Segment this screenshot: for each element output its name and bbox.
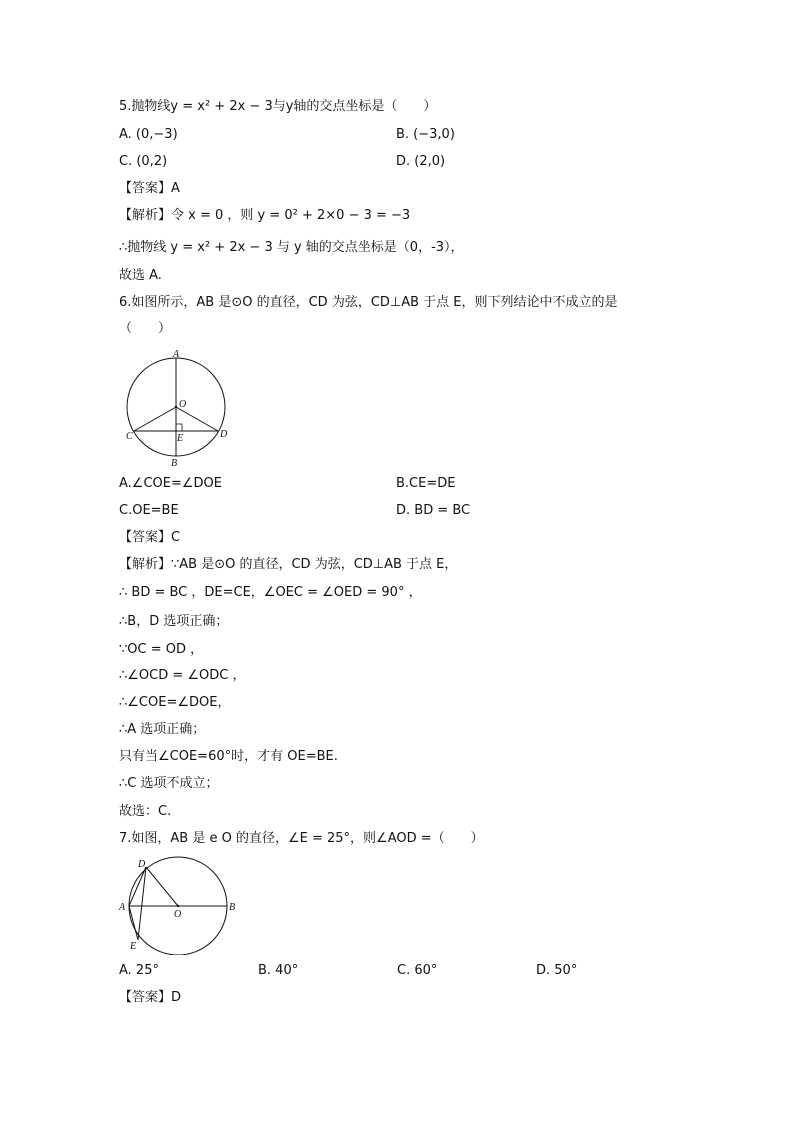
q7-label-a: A	[119, 902, 126, 913]
q7-option-a: A. 25°	[119, 963, 159, 978]
q6-analysis-7: ∴A 选项正确；	[119, 722, 206, 737]
q6-analysis-6: ∴∠COE=∠DOE，	[119, 695, 231, 710]
q6-analysis-2: ∴ BD = BC ，DE=CE，∠OEC = ∠OED = 90° ，	[119, 585, 422, 600]
q6-analysis-3: ∴B，D 选项正确；	[119, 614, 229, 629]
q7-option-b: B. 40°	[258, 963, 299, 978]
q6-analysis-5: ∴∠OCD = ∠ODC ，	[119, 668, 246, 683]
q6-label-b: B	[171, 458, 178, 469]
q6-label-c: C	[126, 431, 133, 442]
q5-stem: 5.抛物线y = x² + 2x − 3与y轴的交点坐标是（ ）	[119, 99, 437, 114]
q7-center-dot	[177, 905, 179, 907]
q6-analysis-4: ∵OC = OD ，	[119, 642, 204, 657]
q6-label-o: O	[179, 399, 187, 410]
q7-circle-figure	[116, 855, 244, 955]
q6-option-b: B.CE=DE	[396, 476, 456, 491]
q6-analysis-8: 只有当∠COE=60°时，才有 OE=BE.	[119, 749, 338, 764]
q6-option-c: C.OE=BE	[119, 503, 179, 518]
q6-analysis-10: 故选：C.	[119, 804, 172, 819]
q7-label-d: D	[138, 859, 146, 870]
q5-option-a: A. (0,−3)	[119, 127, 178, 142]
q6-right-angle-mark	[176, 424, 182, 431]
q5-analysis-3: 故选 A.	[119, 268, 162, 283]
q7-chord-de	[138, 867, 146, 940]
q7-radius-od	[146, 867, 178, 906]
q5-answer: 【答案】A	[119, 181, 180, 196]
q5-option-b: B. (−3,0)	[396, 127, 455, 142]
q5-analysis-2: ∴抛物线 y = x² + 2x − 3 与 y 轴的交点坐标是（0，-3），	[119, 240, 464, 255]
q6-analysis-1: 【解析】∵AB 是⊙O 的直径，CD 为弦，CD⊥AB 于点 E，	[119, 557, 458, 572]
q6-label-d: D	[220, 429, 228, 440]
q7-label-e: E	[130, 941, 137, 952]
q5-option-d: D. (2,0)	[396, 154, 446, 169]
q7-answer: 【答案】D	[119, 990, 182, 1005]
q6-radius-oc	[134, 407, 176, 431]
q5-option-c: C. (0,2)	[119, 154, 168, 169]
q7-label-b: B	[229, 902, 236, 913]
q6-stem-line-1: 6.如图所示，AB 是⊙O 的直径，CD 为弦，CD⊥AB 于点 E，则下列结论中不成立的是	[119, 295, 618, 310]
q6-answer: 【答案】C	[119, 530, 181, 545]
q6-circle-figure	[118, 345, 238, 470]
q7-stem: 7.如图，AB 是 e O 的直径，∠E = 25°，则∠AOD =（ ）	[119, 831, 484, 846]
q6-label-e: E	[177, 433, 184, 444]
q6-analysis-9: ∴C 选项不成立；	[119, 776, 219, 791]
q6-option-a: A.∠COE=∠DOE	[119, 476, 222, 491]
q6-label-a: A	[173, 349, 180, 360]
q7-chord-ae	[129, 906, 138, 940]
q7-label-o: O	[174, 909, 182, 920]
q7-option-d: D. 50°	[536, 963, 578, 978]
q6-stem-line-2: （ ）	[119, 321, 172, 336]
q5-analysis-1: 【解析】令 x = 0 ，则 y = 0² + 2×0 − 3 = −3	[119, 208, 411, 223]
q7-option-c: C. 60°	[397, 963, 438, 978]
q6-center-dot	[175, 406, 177, 408]
q6-option-d: D. BD = BC	[396, 503, 471, 518]
